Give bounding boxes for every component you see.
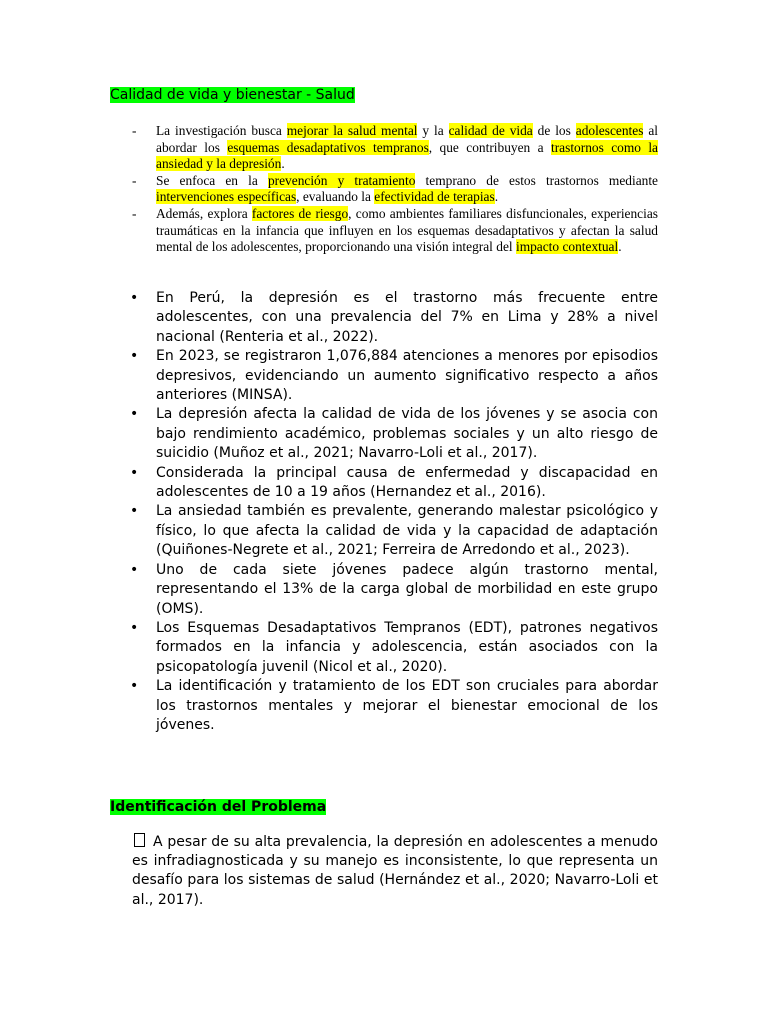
- section-heading-calidad: [110, 86, 355, 104]
- dash-marker: -: [132, 123, 137, 138]
- bullet-text: Considerada la principal causa de enfermedad y discapacidad en adolescentes de 10 a 19 años (Hernandez et al., 2016).: [156, 464, 658, 501]
- text-run: Además, explora: [156, 205, 252, 221]
- bullet-marker: •: [130, 619, 139, 636]
- highlighted-phrase: esquemas desadaptativos tempranos: [227, 139, 429, 155]
- text-run: y la: [417, 123, 449, 138]
- dash-list-item: [132, 206, 658, 256]
- text-run: .: [281, 156, 285, 172]
- text-run: .: [618, 239, 622, 255]
- highlighted-phrase: factores de riesgo: [251, 205, 349, 221]
- dash-marker: -: [132, 205, 137, 221]
- bullet-marker: •: [130, 561, 139, 578]
- section-heading-problema: [110, 798, 326, 816]
- text-run: Se enfoca en la: [156, 172, 268, 188]
- bullet-marker: •: [130, 290, 139, 306]
- bullet-text: En 2023, se registraron 1,076,884 atenciones a menores por episodios depresivos, evidenciando un aumento significativo respecto a años anteriores (MINSA).: [156, 348, 658, 404]
- bullet-marker: •: [130, 348, 139, 365]
- text-run: , evaluando la: [296, 189, 375, 205]
- text-run: temprano de estos trastornos mediante: [415, 172, 658, 188]
- text-run: , como ambientes familiares disfuncionales, experiencias traumáticas en la infancia que influyen en los esquemas desadaptativos y afectan la salud mental de los adolescentes, proporcionando una visión integral del: [156, 205, 659, 255]
- text-run: al abordar los: [156, 123, 658, 155]
- heading-highlight: Calidad de vida y bienestar - Salud: [110, 87, 355, 103]
- bullet-list-item: [130, 561, 658, 619]
- highlighted-phrase: intervenciones específicas: [156, 189, 297, 205]
- dash-list-item: [132, 173, 658, 206]
- highlighted-phrase: mejorar la salud mental: [286, 123, 418, 138]
- dash-marker: -: [132, 172, 137, 188]
- bullet-text: En Perú, la depresión es el trastorno más frecuente entre adolescentes, con una prevalencia del 7% en Lima y 28% a nivel nacional (Renteria et al., 2022).: [156, 290, 658, 345]
- bullet-list: [130, 289, 658, 735]
- bullet-marker: •: [130, 503, 139, 520]
- text-run: .: [494, 189, 499, 205]
- highlighted-phrase: impacto contextual: [515, 239, 619, 255]
- bullet-list-item: [130, 677, 658, 735]
- highlighted-phrase: efectividad de terapias: [374, 189, 495, 205]
- bullet-list-item: [130, 405, 658, 463]
- bullet-list-item: [130, 464, 658, 503]
- problem-text: A pesar de su alta prevalencia, la depresión en adolescentes a menudo es infradiagnosticada y su manejo es inconsistente, lo que representa un desafío para los sistemas de salud (Hernández et al., 2020; Navarro-Loli et al., 2017).: [132, 834, 658, 908]
- bullet-list-item: [130, 347, 658, 405]
- highlighted-phrase: trastornos como la ansiedad y la depresión: [156, 139, 659, 172]
- bullet-list-item: [130, 289, 658, 347]
- problem-paragraph: [132, 833, 658, 910]
- highlighted-phrase: adolescentes: [575, 123, 644, 138]
- bullet-text: Los Esquemas Desadaptativos Tempranos (EDT), patrones negativos formados en la infancia y adolescencia, están asociados con la psicopatología juvenil (Nicol et al., 2020).: [156, 619, 658, 675]
- highlighted-phrase: calidad de vida: [448, 123, 533, 138]
- missing-glyph-box-icon: [134, 833, 145, 847]
- bullet-text: La ansiedad también es prevalente, generando malestar psicológico y físico, lo que afecta la calidad de vida y la capacidad de adaptación (Quiñones-Negrete et al., 2021; Ferreira de Arredondo et al., 2023).: [156, 503, 658, 559]
- dash-list-item: [132, 123, 658, 173]
- text-run: de los: [532, 123, 576, 138]
- bullet-text: Uno de cada siete jóvenes padece algún trastorno mental, representando el 13% de la carga global de morbilidad en este grupo (OMS).: [156, 561, 658, 617]
- highlighted-phrase: prevención y tratamiento: [267, 172, 416, 188]
- bullet-text: La identificación y tratamiento de los EDT son cruciales para abordar los trastornos mentales y mejorar el bienestar emocional de los jóvenes.: [156, 678, 658, 733]
- text-run: , que contribuyen a: [428, 139, 551, 155]
- bullet-marker: •: [130, 678, 139, 695]
- bullet-marker: •: [130, 406, 139, 423]
- dash-list: [132, 123, 658, 256]
- heading-highlight: Identificación del Problema: [110, 799, 327, 815]
- bullet-list-item: [130, 619, 658, 677]
- bullet-marker: •: [130, 464, 139, 481]
- bullet-text: La depresión afecta la calidad de vida de los jóvenes y se asocia con bajo rendimiento académico, problemas sociales y un alto riesgo de suicidio (Muñoz et al., 2021; Navarro-Loli et al., 2017).: [156, 406, 658, 462]
- bullet-list-item: [130, 502, 658, 560]
- text-run: La investigación busca: [156, 123, 287, 138]
